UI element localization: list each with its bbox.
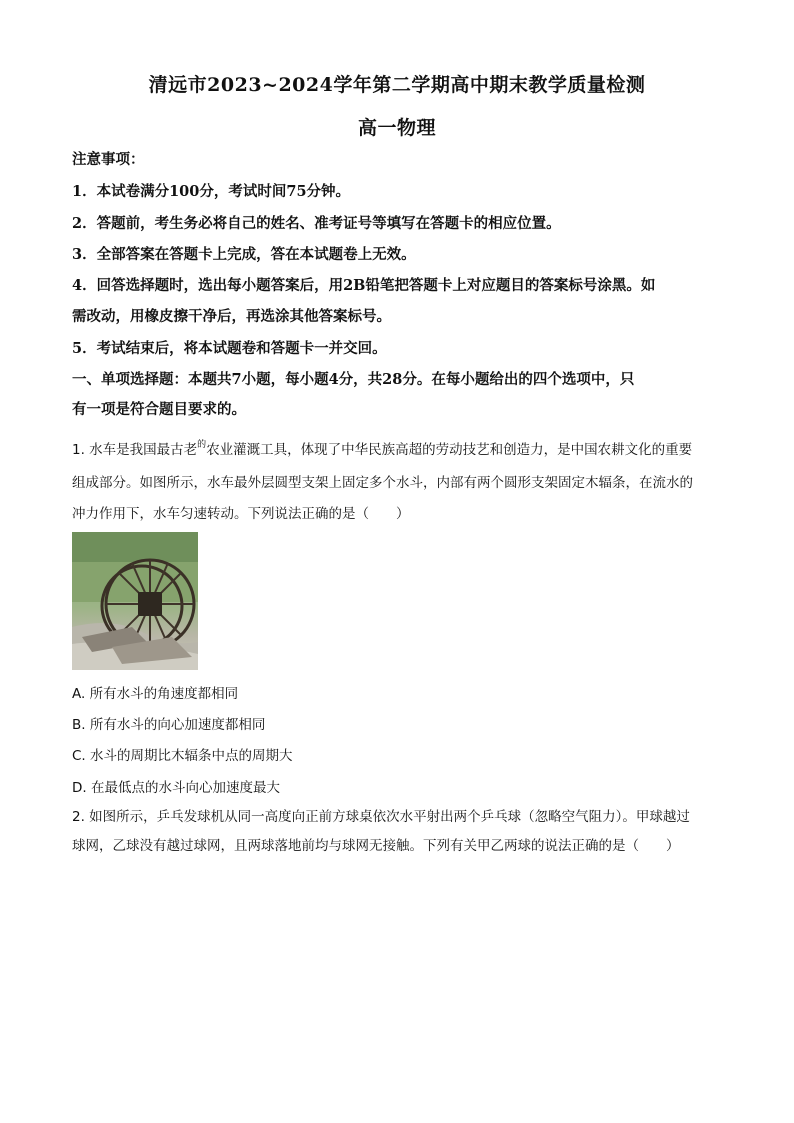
- section-heading: 一、单项选择题：本题共7小题，每小题4分，共28分。在每小题给出的四个选项中，只: [72, 371, 635, 388]
- question-1-text-part: 1. 水车是我国最古老: [72, 442, 198, 458]
- note-item: 需改动，用橡皮擦干净后，再选涂其他答案标号。: [72, 308, 391, 325]
- notes-heading: 注意事项：: [72, 151, 145, 168]
- note-item: 5．考试结束后，将本试题卷和答题卡一并交回。: [72, 340, 387, 357]
- note-item: 2．答题前，考生务必将自己的姓名、准考证号等填写在答题卡的相应位置。: [72, 215, 561, 232]
- question-1-superscript: 的: [197, 440, 207, 450]
- question-1-text-part: 农业灌溉工具，体现了中华民族高超的劳动技艺和创造力，是中国农耕文化的重要: [206, 442, 693, 458]
- question-1-text: [72, 440, 732, 462]
- note-item: 4．回答选择题时，选出每小题答案后，用2B铅笔把答题卡上对应题目的答案标号涂黑。如: [72, 277, 656, 294]
- question-1-text: 冲力作用下，水车匀速转动。下列说法正确的是（ ）: [72, 506, 410, 522]
- note-item: 1．本试卷满分100分，考试时间75分钟。: [72, 183, 351, 200]
- page-title: 清远市2023~2024学年第二学期高中期末教学质量检测: [148, 74, 646, 96]
- option-a: A. 所有水斗的角速度都相同: [72, 686, 239, 702]
- question-2-text: 球网，乙球没有越过球网，且两球落地前均与球网无接触。下列有关甲乙两球的说法正确的是（ ）: [72, 838, 680, 854]
- option-c: C. 水斗的周期比木辐条中点的周期大: [72, 748, 293, 764]
- page-subtitle: 高一物理: [357, 117, 436, 139]
- question-1-text: 组成部分。如图所示，水车最外层圆型支架上固定多个水斗，内部有两个圆形支架固定木辐条，在流水的: [72, 475, 693, 491]
- note-item: 3．全部答案在答题卡上完成，答在本试题卷上无效。: [72, 246, 416, 263]
- option-b: B. 所有水斗的向心加速度都相同: [72, 717, 266, 733]
- question-2-text: 2. 如图所示，乒乓发球机从同一高度向正前方球桌依次水平射出两个乒乓球（忽略空气阻力）。甲球越过: [72, 809, 690, 825]
- section-heading-cont: 有一项是符合题目要求的。: [72, 401, 246, 418]
- waterwheel-photo: [72, 532, 198, 670]
- option-d: D. 在最低点的水斗向心加速度最大: [72, 780, 280, 796]
